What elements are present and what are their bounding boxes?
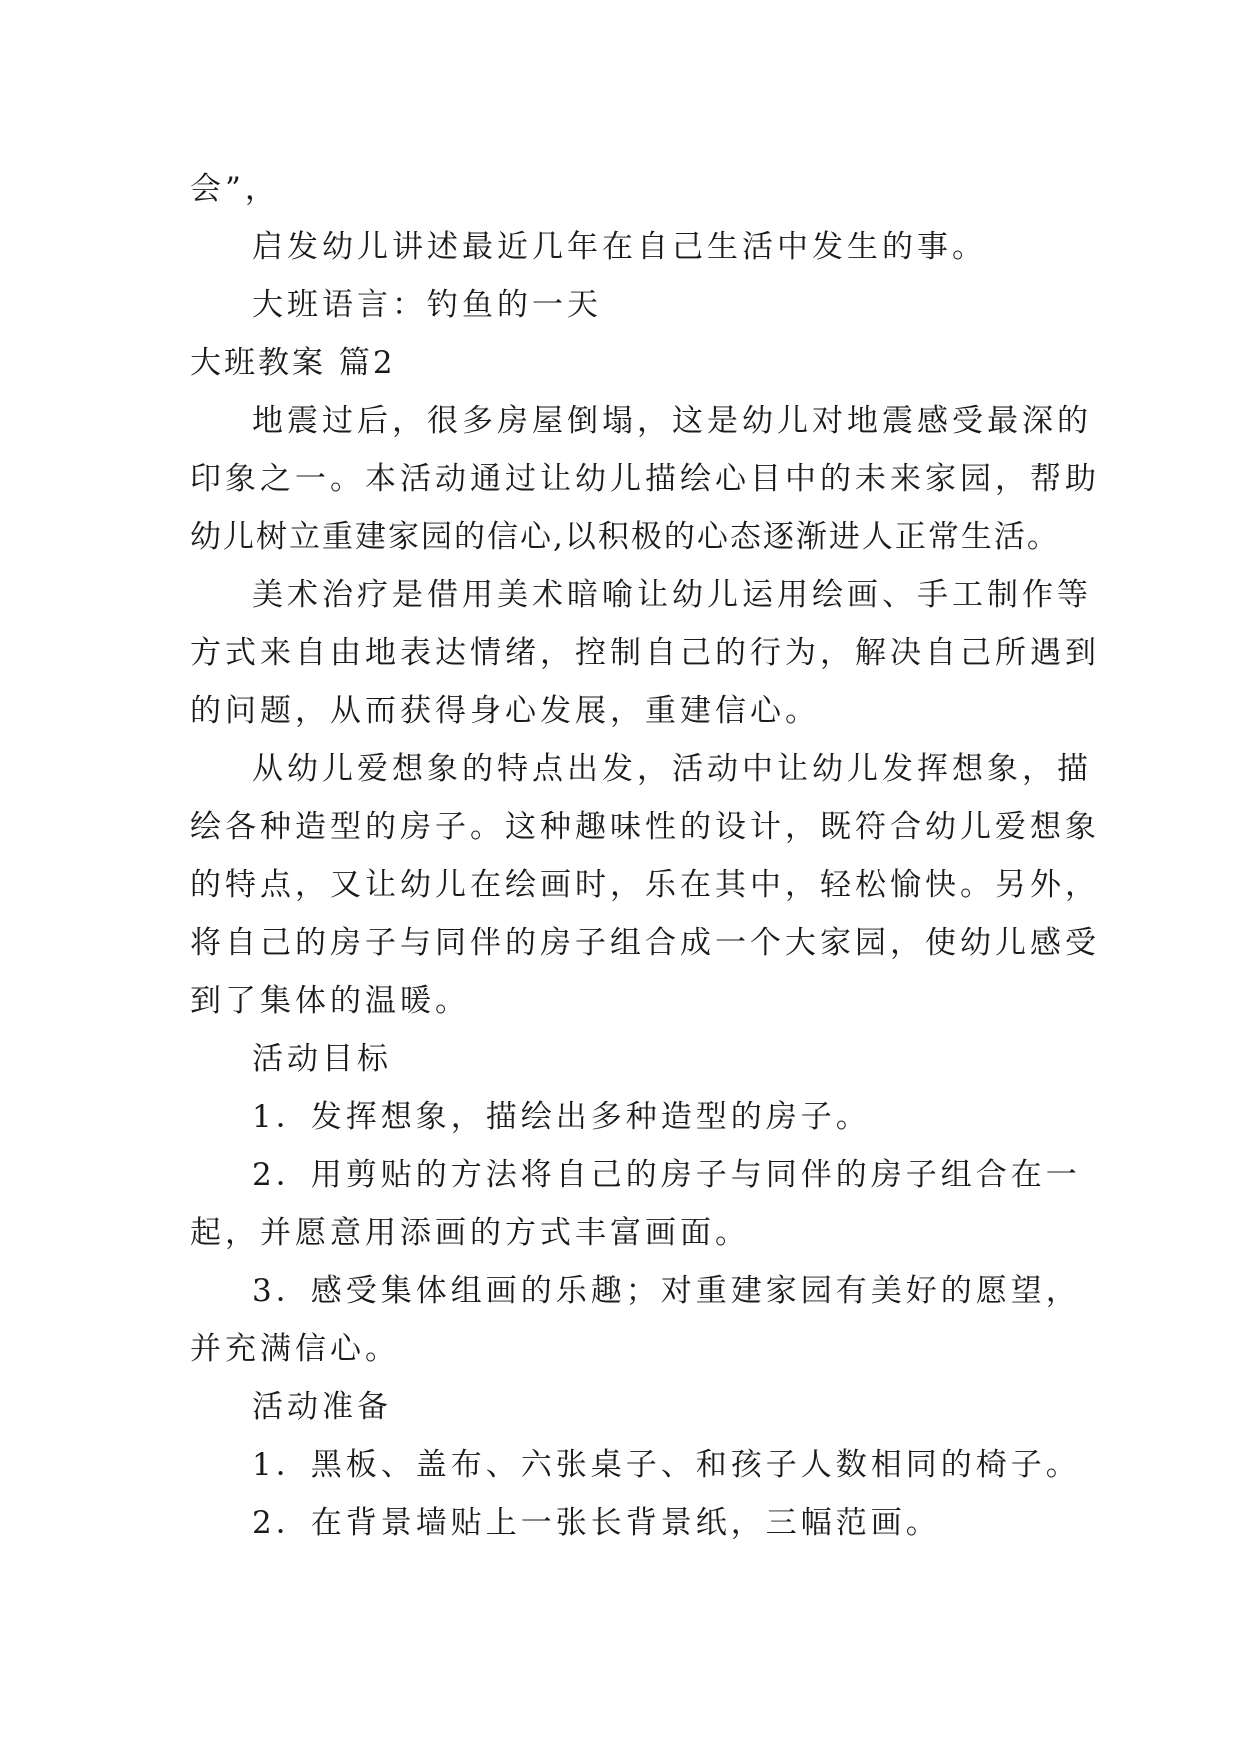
list-item-continuation: 并充满信心。	[190, 1331, 400, 1367]
document-body	[190, 160, 1100, 1552]
list-item: 1．发挥想象，描绘出多种造型的房子。	[252, 1099, 871, 1135]
paragraph-line: 的问题，从而获得身心发展，重建信心。	[190, 693, 820, 729]
paragraph-line: 的特点，又让幼儿在绘画时，乐在其中，轻松愉快。另外，	[190, 867, 1100, 903]
paragraph-line: 美术治疗是借用美术暗喻让幼儿运用绘画、手工制作等	[252, 577, 1092, 613]
paragraph-line: 从幼儿爱想象的特点出发，活动中让幼儿发挥想象，描	[252, 751, 1092, 787]
list-item: 3．感受集体组画的乐趣；对重建家园有美好的愿望，	[252, 1273, 1081, 1309]
subheading-goals: 活动目标	[252, 1041, 392, 1077]
paragraph-line: 方式来自由地表达情绪，控制自己的行为，解决自己所遇到	[190, 635, 1100, 671]
text-line: 大班语言：钓鱼的一天	[252, 287, 602, 323]
paragraph-line: 绘各种造型的房子。这种趣味性的设计，既符合幼儿爱想象	[190, 809, 1100, 845]
paragraph-line: 地震过后，很多房屋倒塌，这是幼儿对地震感受最深的	[252, 403, 1092, 439]
paragraph-line: 到了集体的温暖。	[190, 983, 470, 1019]
list-item: 1．黑板、盖布、六张桌子、和孩子人数相同的椅子。	[252, 1447, 1081, 1483]
paragraph-line: 幼儿树立重建家园的信心,以积极的心态逐渐进人正常生活。	[190, 519, 1060, 555]
list-item: 2．在背景墙贴上一张长背景纸，三幅范画。	[252, 1505, 941, 1541]
section-heading: 大班教案 篇2	[190, 345, 396, 381]
list-item-continuation: 起，并愿意用添画的方式丰富画面。	[190, 1215, 750, 1251]
list-item: 2．用剪贴的方法将自己的房子与同伴的房子组合在一	[252, 1157, 1081, 1193]
text-line: 会”，	[190, 171, 280, 207]
paragraph-line: 印象之一。本活动通过让幼儿描绘心目中的未来家园，帮助	[190, 461, 1100, 497]
paragraph-line: 将自己的房子与同伴的房子组合成一个大家园，使幼儿感受	[190, 925, 1100, 961]
subheading-preparation: 活动准备	[252, 1389, 392, 1425]
text-line: 启发幼儿讲述最近几年在自己生活中发生的事。	[252, 229, 987, 265]
